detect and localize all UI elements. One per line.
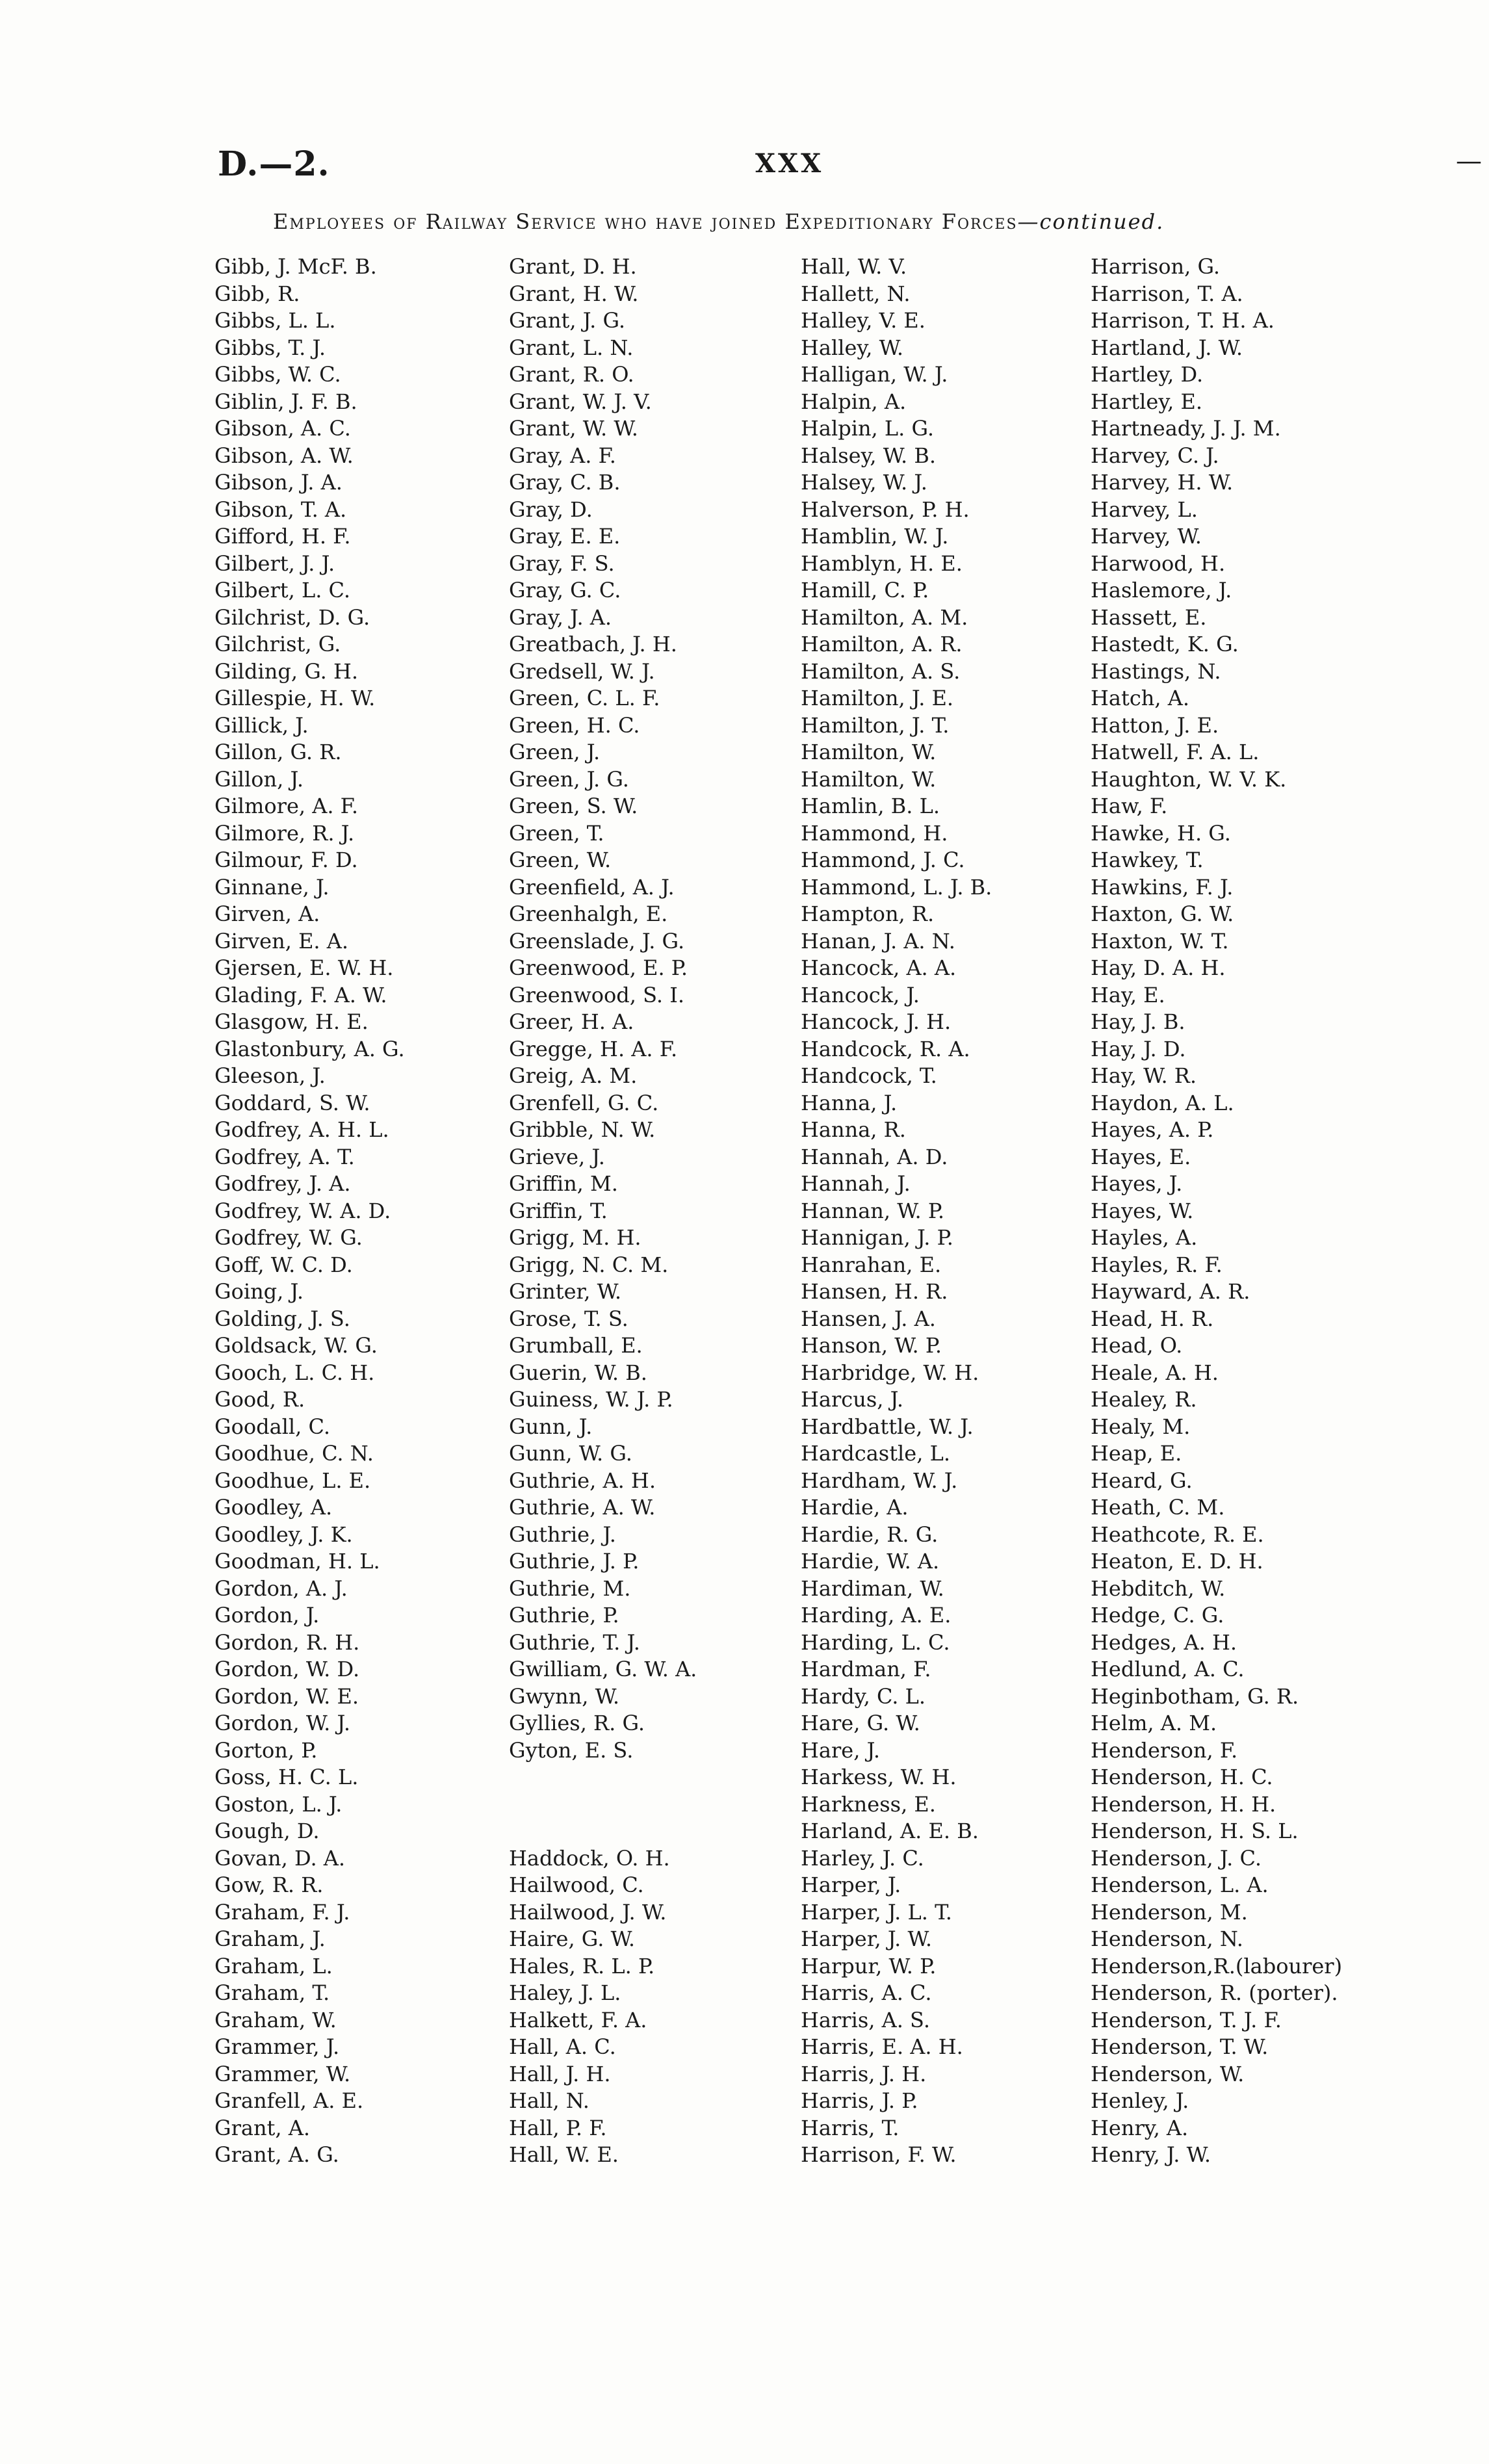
list-item: Hartley, E. xyxy=(1091,389,1203,414)
list-item: Green, J. xyxy=(509,740,601,764)
list-item: Hastings, N. xyxy=(1091,658,1221,684)
list-item: Hannah, A. D. xyxy=(801,1144,948,1169)
list-item: Grinter, W. xyxy=(509,1279,622,1304)
list-item: Hassett, E. xyxy=(1091,604,1207,630)
list-item: Guthrie, J. P. xyxy=(509,1549,640,1574)
list-item: Henley, J. xyxy=(1091,2088,1189,2113)
list-item: Greatbach, J. H. xyxy=(509,632,677,656)
list-item: Grigg, N. C. M. xyxy=(509,1252,669,1277)
list-item: Gilmore, R. J. xyxy=(214,820,355,846)
list-item: Harris, J. H. xyxy=(801,2061,927,2086)
list-item: Hawkins, F. J. xyxy=(1091,874,1234,900)
list-item: Heath, C. M. xyxy=(1091,1495,1225,1520)
list-item: Gray, A. F. xyxy=(509,443,616,468)
list-item: Hardbattle, W. J. xyxy=(801,1414,974,1439)
list-item: Hallett, N. xyxy=(801,281,911,306)
list-item: Hardham, W. J. xyxy=(801,1468,958,1493)
list-item: Hansen, H. R. xyxy=(801,1279,948,1304)
edge-mark: — xyxy=(1456,146,1482,176)
list-item: Gordon, A. J. xyxy=(214,1576,348,1601)
list-item: Glading, F. A. W. xyxy=(214,982,387,1007)
list-item: Hayles, R. F. xyxy=(1091,1252,1223,1277)
list-item: Hall, P. F. xyxy=(509,2115,607,2140)
list-item: Hawke, H. G. xyxy=(1091,820,1231,846)
list-item: Henderson, J. C. xyxy=(1091,1845,1262,1871)
list-item: Goodall, C. xyxy=(214,1414,330,1439)
list-item: Gibson, T. A. xyxy=(214,497,347,522)
list-item: Harrison, T. A. xyxy=(1091,281,1243,306)
list-item: Green, C. L. F. xyxy=(509,686,660,710)
list-item: Haire, G. W. xyxy=(509,1926,636,1951)
list-item: Hammond, J. C. xyxy=(801,848,965,872)
list-item: Hancock, J. H. xyxy=(801,1009,952,1034)
name-column-2 xyxy=(509,253,697,2169)
list-item: Gwynn, W. xyxy=(509,1683,620,1709)
list-item: Henderson, F. xyxy=(1091,1737,1238,1763)
list-item: Henderson, T. W. xyxy=(1091,2034,1269,2059)
list-item: Hartley, D. xyxy=(1091,362,1204,387)
list-item: Guthrie, A. H. xyxy=(509,1468,656,1493)
list-item: Ginnane, J. xyxy=(214,874,330,900)
list-item: Hardy, C. L. xyxy=(801,1683,926,1709)
list-item: Gibson, J. A. xyxy=(214,470,343,495)
list-item: Gibson, A. W. xyxy=(214,443,354,468)
list-item: Gjersen, E. W. H. xyxy=(214,955,394,980)
list-item: Hanson, W. P. xyxy=(801,1333,942,1358)
list-item: Halpin, L. G. xyxy=(801,416,935,441)
list-item: Harvey, C. J. xyxy=(1091,443,1219,468)
list-item: Heap, E. xyxy=(1091,1441,1182,1466)
list-item: Gough, D. xyxy=(214,1819,320,1843)
list-item: Hardie, R. G. xyxy=(801,1522,939,1547)
list-item: Halpin, A. xyxy=(801,389,907,414)
list-item: Hall, W. E. xyxy=(509,2142,619,2167)
list-item: Hay, J. B. xyxy=(1091,1009,1185,1034)
list-item: Heaton, E. D. H. xyxy=(1091,1549,1263,1574)
list-item: Halkett, F. A. xyxy=(509,2007,647,2032)
list-item: Griffin, M. xyxy=(509,1171,618,1196)
list-item: Hayles, A. xyxy=(1091,1225,1198,1250)
list-item: Haslemore, J. xyxy=(1091,578,1232,603)
list-item: Hayes, J. xyxy=(1091,1171,1183,1196)
list-item: Harding, L. C. xyxy=(801,1629,950,1655)
list-item: Harris, T. xyxy=(801,2115,900,2140)
list-item: Hanan, J. A. N. xyxy=(801,928,955,953)
list-item: Halsey, W. B. xyxy=(801,443,937,468)
list-item: Guthrie, J. xyxy=(509,1522,616,1547)
list-item: Good, R. xyxy=(214,1387,305,1412)
list-item: Giblin, J. F. B. xyxy=(214,389,357,414)
list-item: Gray, C. B. xyxy=(509,470,621,495)
list-item: Hay, D. A. H. xyxy=(1091,955,1226,980)
list-item: Gilding, G. H. xyxy=(214,658,359,684)
list-item: Hammond, H. xyxy=(801,820,948,846)
list-item: Hartland, J. W. xyxy=(1091,335,1243,360)
list-item: Gunn, J. xyxy=(509,1414,593,1439)
list-item: Hall, N. xyxy=(509,2088,589,2113)
list-item: Green, W. xyxy=(509,848,612,872)
list-item: Heathcote, R. E. xyxy=(1091,1522,1264,1547)
list-item: Girven, E. A. xyxy=(214,928,349,953)
list-item: Greenhalgh, E. xyxy=(509,901,668,926)
list-item: Hannan, W. P. xyxy=(801,1198,945,1223)
list-item: Harper, J. xyxy=(801,1873,901,1897)
list-item: Guerin, W. B. xyxy=(509,1360,647,1385)
list-item: Harris, A. S. xyxy=(801,2007,930,2032)
list-item: Grant, L. N. xyxy=(509,335,634,360)
list-item: Govan, D. A. xyxy=(214,1845,346,1871)
list-item: Harris, A. C. xyxy=(801,1980,932,2005)
list-item: Gillespie, H. W. xyxy=(214,686,376,710)
list-item: Hanna, J. xyxy=(801,1090,898,1115)
list-item: Graham, T. xyxy=(214,1980,330,2005)
list-item: Henry, J. W. xyxy=(1091,2142,1211,2167)
list-item: Harvey, L. xyxy=(1091,497,1198,522)
section-gap xyxy=(509,1764,697,1845)
list-item: Hancock, A. A. xyxy=(801,955,957,980)
list-item: Hay, W. R. xyxy=(1091,1063,1197,1088)
list-item: Harrison, G. xyxy=(1091,254,1221,279)
list-item: Hayes, A. P. xyxy=(1091,1117,1214,1142)
list-item: Graham, L. xyxy=(214,1953,333,1978)
list-item: Gray, E. E. xyxy=(509,524,621,549)
list-item: Heard, G. xyxy=(1091,1468,1193,1493)
list-item: Hailwood, C. xyxy=(509,1873,644,1897)
list-item: Henderson, T. J. F. xyxy=(1091,2007,1282,2032)
list-item: Greenwood, S. I. xyxy=(509,982,685,1007)
list-item: Hanna, R. xyxy=(801,1117,906,1142)
list-item: Harding, A. E. xyxy=(801,1603,952,1628)
list-item: Grant, A. G. xyxy=(214,2142,339,2167)
list-item: Henderson, W. xyxy=(1091,2061,1245,2086)
list-item: Hamilton, A. S. xyxy=(801,658,961,684)
list-item: Gordon, J. xyxy=(214,1603,320,1628)
list-item: Goston, L. J. xyxy=(214,1791,343,1817)
list-item: Goodley, J. K. xyxy=(214,1522,353,1547)
list-item: Head, O. xyxy=(1091,1333,1183,1358)
list-item: Grant, D. H. xyxy=(509,254,637,279)
list-item: Hedge, C. G. xyxy=(1091,1603,1224,1628)
list-item: Gibbs, W. C. xyxy=(214,362,341,387)
list-item: Harpur, W. P. xyxy=(801,1953,937,1978)
list-item: Haw, F. xyxy=(1091,794,1168,818)
list-item: Haxton, G. W. xyxy=(1091,901,1234,926)
list-item: Goodley, A. xyxy=(214,1495,333,1520)
list-item: Harrison, T. H. A. xyxy=(1091,308,1275,333)
list-item: Henderson, H. H. xyxy=(1091,1791,1276,1817)
list-item: Gibson, A. C. xyxy=(214,416,351,441)
list-item: Harbridge, W. H. xyxy=(801,1360,979,1385)
list-item: Green, T. xyxy=(509,820,604,846)
list-item: Henry, A. xyxy=(1091,2115,1189,2140)
list-item: Hawkey, T. xyxy=(1091,848,1204,872)
page-reference: D.—2. xyxy=(218,144,330,184)
list-item: Gyton, E. S. xyxy=(509,1737,634,1763)
list-item: Griffin, T. xyxy=(509,1198,608,1223)
list-item: Hayes, E. xyxy=(1091,1144,1191,1169)
list-item: Hamilton, J. E. xyxy=(801,686,954,710)
list-item: Gregge, H. A. F. xyxy=(509,1036,678,1061)
list-item: Hales, R. L. P. xyxy=(509,1953,655,1978)
list-item: Handcock, T. xyxy=(801,1063,937,1088)
list-item: Godfrey, J. A. xyxy=(214,1171,351,1196)
list-item: Hammond, L. J. B. xyxy=(801,874,992,900)
heading-title: Employees of Railway Service who have joined Expeditionary Forces xyxy=(273,209,1018,234)
list-item: Harley, J. C. xyxy=(801,1845,924,1871)
name-column-3 xyxy=(801,253,992,2169)
list-item: Gibbs, L. L. xyxy=(214,308,336,333)
list-item: Gredsell, W. J. xyxy=(509,658,655,684)
list-item: Green, J. G. xyxy=(509,766,629,792)
list-item: Gordon, W. J. xyxy=(214,1711,350,1735)
list-item: Harvey, H. W. xyxy=(1091,470,1234,495)
list-item: Hay, E. xyxy=(1091,982,1165,1007)
list-item: Helm, A. M. xyxy=(1091,1711,1217,1735)
list-item: Gray, D. xyxy=(509,497,593,522)
list-item: Hebditch, W. xyxy=(1091,1576,1226,1601)
list-item: Hardie, W. A. xyxy=(801,1549,940,1574)
list-item: Healey, R. xyxy=(1091,1387,1197,1412)
list-item: Grant, W. J. V. xyxy=(509,389,652,414)
list-item: Hamilton, W. xyxy=(801,740,937,764)
page-number: XXX xyxy=(755,148,824,179)
list-item: Harris, J. P. xyxy=(801,2088,918,2113)
list-item: Graham, J. xyxy=(214,1926,326,1951)
list-item: Healy, M. xyxy=(1091,1414,1191,1439)
list-item: Greig, A. M. xyxy=(509,1063,638,1088)
list-item: Haxton, W. T. xyxy=(1091,928,1229,953)
list-item: Hartneady, J. J. M. xyxy=(1091,416,1281,441)
heading-continued: —continued. xyxy=(1017,209,1165,234)
list-item: Gunn, W. G. xyxy=(509,1441,632,1466)
list-item: Harris, E. A. H. xyxy=(801,2034,963,2059)
list-item: Green, S. W. xyxy=(509,794,638,818)
list-item: Hayes, W. xyxy=(1091,1198,1194,1223)
list-item: Hampton, R. xyxy=(801,901,935,926)
list-item: Gray, F. S. xyxy=(509,551,615,576)
list-item: Harkess, W. H. xyxy=(801,1765,957,1789)
list-item: Henderson, R. (porter). xyxy=(1091,1980,1338,2005)
list-item: Gwilliam, G. W. A. xyxy=(509,1657,697,1681)
list-item: Gilchrist, G. xyxy=(214,632,341,656)
list-item: Grant, A. xyxy=(214,2115,311,2140)
list-item: Gray, J. A. xyxy=(509,604,612,630)
list-item: Halsey, W. J. xyxy=(801,470,927,495)
list-item: Goss, H. C. L. xyxy=(214,1765,359,1789)
list-item: Hatch, A. xyxy=(1091,686,1189,710)
list-item: Hamlin, B. L. xyxy=(801,794,940,818)
list-item: Heale, A. H. xyxy=(1091,1360,1219,1385)
list-item: Halverson, P. H. xyxy=(801,497,970,522)
list-item: Harland, A. E. B. xyxy=(801,1819,979,1843)
list-item: Gleeson, J. xyxy=(214,1063,326,1088)
list-item: Hardcastle, L. xyxy=(801,1441,950,1466)
list-item: Gibb, R. xyxy=(214,281,300,306)
list-item: Hannigan, J. P. xyxy=(801,1225,953,1250)
list-item: Gribble, N. W. xyxy=(509,1117,656,1142)
list-item: Graham, F. J. xyxy=(214,1899,350,1925)
list-item: Greenfield, A. J. xyxy=(509,874,675,900)
list-item: Hailwood, J. W. xyxy=(509,1899,667,1925)
list-item: Henderson, H. C. xyxy=(1091,1765,1273,1789)
list-item: Gordon, R. H. xyxy=(214,1629,360,1655)
list-item: Gilchrist, D. G. xyxy=(214,604,370,630)
list-item: Gow, R. R. xyxy=(214,1873,324,1897)
list-item: Grammer, W. xyxy=(214,2061,351,2086)
list-item: Handcock, R. A. xyxy=(801,1036,970,1061)
list-item: Hedlund, A. C. xyxy=(1091,1657,1245,1681)
list-item: Hall, A. C. xyxy=(509,2034,616,2059)
list-item: Harper, J. L. T. xyxy=(801,1899,952,1925)
list-item: Hamilton, W. xyxy=(801,766,937,792)
list-item: Gillick, J. xyxy=(214,712,309,738)
list-item: Green, H. C. xyxy=(509,712,640,738)
list-item: Hay, J. D. xyxy=(1091,1036,1186,1061)
list-item: Haley, J. L. xyxy=(509,1980,621,2005)
list-item: Henderson, M. xyxy=(1091,1899,1248,1925)
list-item: Gifford, H. F. xyxy=(214,524,351,549)
list-item: Greer, H. A. xyxy=(509,1009,634,1034)
list-item: Hamill, C. P. xyxy=(801,578,929,603)
list-item: Guthrie, A. W. xyxy=(509,1495,656,1520)
list-item: Haydon, A. L. xyxy=(1091,1090,1234,1115)
list-item: Gillon, G. R. xyxy=(214,740,342,764)
list-item: Gordon, W. D. xyxy=(214,1657,360,1681)
list-item: Gilbert, J. J. xyxy=(214,551,335,576)
list-item: Grose, T. S. xyxy=(509,1306,628,1331)
list-item: Godfrey, A. H. L. xyxy=(214,1117,389,1142)
list-item: Halley, W. xyxy=(801,335,904,360)
list-item: Haddock, O. H. xyxy=(509,1845,670,1871)
list-item: Goddard, S. W. xyxy=(214,1090,370,1115)
list-item: Henderson, N. xyxy=(1091,1926,1243,1951)
list-item: Granfell, A. E. xyxy=(214,2088,364,2113)
list-item: Hardiman, W. xyxy=(801,1576,944,1601)
list-item: Godfrey, W. G. xyxy=(214,1225,363,1250)
list-item: Guthrie, T. J. xyxy=(509,1629,640,1655)
list-item: Hamilton, A. M. xyxy=(801,604,968,630)
list-item: Hanrahan, E. xyxy=(801,1252,942,1277)
list-item: Hamblyn, H. E. xyxy=(801,551,963,576)
list-item: Hannah, J. xyxy=(801,1171,911,1196)
list-item: Godfrey, W. A. D. xyxy=(214,1198,391,1223)
list-item: Grigg, M. H. xyxy=(509,1225,641,1250)
list-item: Harwood, H. xyxy=(1091,551,1226,576)
list-item: Hamilton, J. T. xyxy=(801,712,950,738)
list-heading xyxy=(273,209,1164,234)
list-item: Golding, J. S. xyxy=(214,1306,350,1331)
list-item: Hardman, F. xyxy=(801,1657,931,1681)
list-item: Glasgow, H. E. xyxy=(214,1009,369,1034)
list-item: Goodman, H. L. xyxy=(214,1549,380,1574)
list-item: Henderson, H. S. L. xyxy=(1091,1819,1299,1843)
list-item: Gordon, W. E. xyxy=(214,1683,359,1709)
list-item: Godfrey, A. T. xyxy=(214,1144,355,1169)
list-item: Hansen, J. A. xyxy=(801,1306,936,1331)
list-item: Grenfell, G. C. xyxy=(509,1090,659,1115)
list-item: Henderson, L. A. xyxy=(1091,1873,1269,1897)
list-item: Gilbert, L. C. xyxy=(214,578,351,603)
list-item: Goodhue, C. N. xyxy=(214,1441,374,1466)
list-item: Head, H. R. xyxy=(1091,1306,1214,1331)
name-column-4 xyxy=(1091,253,1342,2169)
list-item: Gray, G. C. xyxy=(509,578,621,603)
list-item: Hardie, A. xyxy=(801,1495,909,1520)
list-item: Gyllies, R. G. xyxy=(509,1711,645,1735)
list-item: Glastonbury, A. G. xyxy=(214,1036,405,1061)
list-item: Harper, J. W. xyxy=(801,1926,932,1951)
list-item: Harcus, J. xyxy=(801,1387,904,1412)
list-item: Grumball, E. xyxy=(509,1333,643,1358)
list-item: Guthrie, P. xyxy=(509,1603,619,1628)
list-item: Halley, V. E. xyxy=(801,308,926,333)
list-item: Greenslade, J. G. xyxy=(509,928,685,953)
list-item: Grant, W. W. xyxy=(509,416,638,441)
list-item: Guthrie, M. xyxy=(509,1576,631,1601)
list-item: Gooch, L. C. H. xyxy=(214,1360,375,1385)
list-item: Hastedt, K. G. xyxy=(1091,632,1239,656)
list-item: Haughton, W. V. K. xyxy=(1091,766,1287,792)
list-item: Grieve, J. xyxy=(509,1144,605,1169)
list-item: Grant, H. W. xyxy=(509,281,639,306)
list-item: Hamilton, A. R. xyxy=(801,632,963,656)
list-item: Guiness, W. J. P. xyxy=(509,1387,673,1412)
list-item: Gibb, J. McF. B. xyxy=(214,254,377,279)
list-item: Harkness, E. xyxy=(801,1791,936,1817)
list-item: Going, J. xyxy=(214,1279,304,1304)
list-item: Hayward, A. R. xyxy=(1091,1279,1250,1304)
list-item: Gibbs, T. J. xyxy=(214,335,326,360)
list-item: Hamblin, W. J. xyxy=(801,524,949,549)
list-item: Girven, A. xyxy=(214,901,320,926)
list-item: Harvey, W. xyxy=(1091,524,1202,549)
list-item: Grant, J. G. xyxy=(509,308,626,333)
list-item: Henderson,R.(labourer) xyxy=(1091,1953,1343,1978)
list-item: Heginbotham, G. R. xyxy=(1091,1683,1299,1709)
list-item: Hare, G. W. xyxy=(801,1711,920,1735)
name-column-1 xyxy=(214,253,405,2169)
list-item: Gilmour, F. D. xyxy=(214,848,358,872)
list-item: Graham, W. xyxy=(214,2007,337,2032)
list-item: Gillon, J. xyxy=(214,766,304,792)
list-item: Halligan, W. J. xyxy=(801,362,948,387)
list-item: Gilmore, A. F. xyxy=(214,794,359,818)
list-item: Goldsack, W. G. xyxy=(214,1333,378,1358)
list-item: Grammer, J. xyxy=(214,2034,340,2059)
list-item: Hatwell, F. A. L. xyxy=(1091,740,1260,764)
list-item: Gorton, P. xyxy=(214,1737,318,1763)
list-item: Greenwood, E. P. xyxy=(509,955,688,980)
list-item: Grant, R. O. xyxy=(509,362,634,387)
list-item: Goodhue, L. E. xyxy=(214,1468,371,1493)
list-item: Hare, J. xyxy=(801,1737,881,1763)
list-item: Harrison, F. W. xyxy=(801,2142,957,2167)
list-item: Hancock, J. xyxy=(801,982,920,1007)
list-item: Hedges, A. H. xyxy=(1091,1629,1237,1655)
list-item: Hatton, J. E. xyxy=(1091,712,1219,738)
list-item: Hall, W. V. xyxy=(801,254,907,279)
list-item: Goff, W. C. D. xyxy=(214,1252,353,1277)
list-item: Hall, J. H. xyxy=(509,2061,611,2086)
